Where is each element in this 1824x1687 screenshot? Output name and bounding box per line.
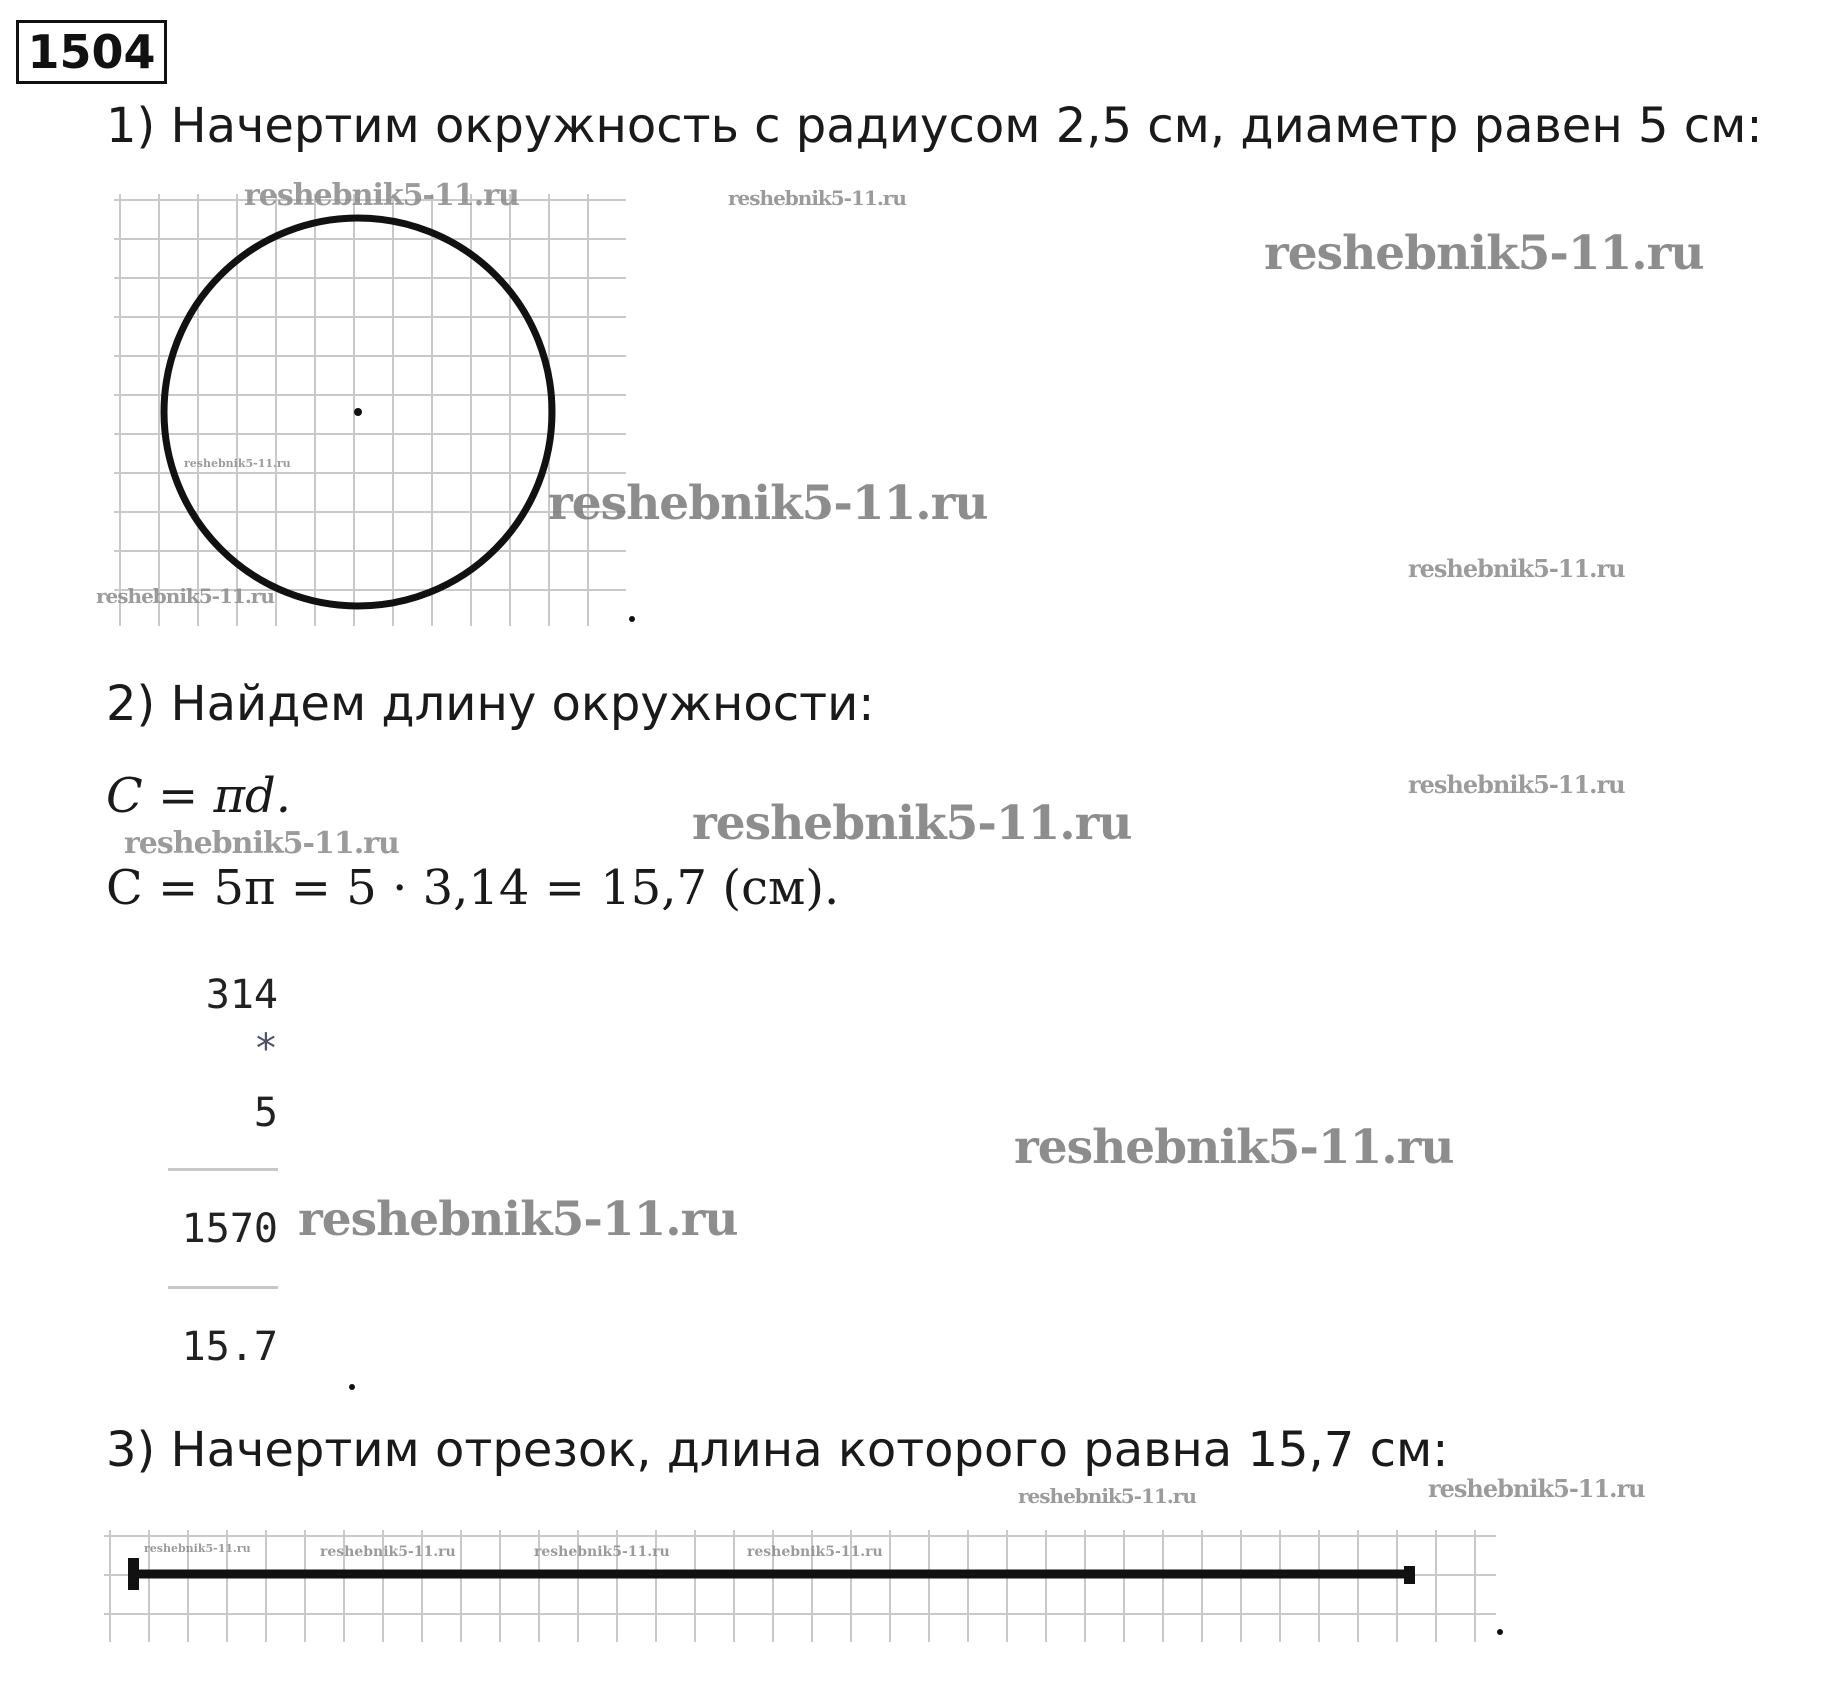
calc-multiplier: 5 (253, 1090, 278, 1136)
watermark: reshebnik5-11.ru (1264, 226, 1704, 281)
segment-figure (100, 1524, 1500, 1644)
calc-rule-2 (168, 1286, 278, 1289)
step1-text: 1) Начертим окружность с радиусом 2,5 см, диаметр равен 5 см: (106, 98, 1763, 154)
watermark: reshebnik5-11.ru (534, 1544, 670, 1560)
period-dot (629, 616, 635, 622)
watermark: reshebnik5-11.ru (728, 186, 906, 210)
circle-center-point (354, 408, 362, 416)
watermark: reshebnik5-11.ru (96, 584, 274, 608)
calc-multiplicand: 314 (205, 972, 278, 1018)
calc-result: 15.7 (181, 1324, 278, 1370)
step3-text: 3) Начертим отрезок, длина которого равна 15,7 см: (106, 1422, 1449, 1478)
period-dot (1497, 1629, 1503, 1635)
watermark: reshebnik5-11.ru (1408, 770, 1625, 799)
calc-product: 1570 (181, 1206, 278, 1252)
task-number: 1504 (27, 25, 156, 79)
watermark: reshebnik5-11.ru (320, 1544, 456, 1560)
watermark: reshebnik5-11.ru (124, 826, 399, 861)
period-dot (349, 1384, 355, 1390)
watermark: reshebnik5-11.ru (1408, 554, 1625, 583)
segment-endpoint-left (128, 1558, 139, 1590)
step2-label: 2) Найдем длину окружности: (106, 676, 875, 732)
watermark: reshebnik5-11.ru (184, 457, 291, 470)
segment-endpoint-right (1404, 1566, 1415, 1584)
watermark: reshebnik5-11.ru (244, 178, 519, 213)
formula-calc: C = 5π = 5 · 3,14 = 15,7 (см). (106, 860, 840, 916)
calc-operator: * (253, 1026, 278, 1072)
watermark: reshebnik5-11.ru (548, 476, 988, 531)
step2-text (106, 676, 874, 732)
watermark: reshebnik5-11.ru (144, 1542, 251, 1555)
formula-general: C = πd. (106, 768, 291, 824)
watermark: reshebnik5-11.ru (692, 796, 1132, 851)
watermark: reshebnik5-11.ru (1428, 1474, 1645, 1503)
task-number-box (16, 20, 167, 84)
watermark: reshebnik5-11.ru (1018, 1484, 1196, 1508)
circle-figure (100, 190, 630, 630)
watermark: reshebnik5-11.ru (298, 1192, 738, 1247)
watermark: reshebnik5-11.ru (747, 1544, 883, 1560)
calc-rule-1 (168, 1168, 278, 1171)
watermark: reshebnik5-11.ru (1014, 1120, 1454, 1175)
